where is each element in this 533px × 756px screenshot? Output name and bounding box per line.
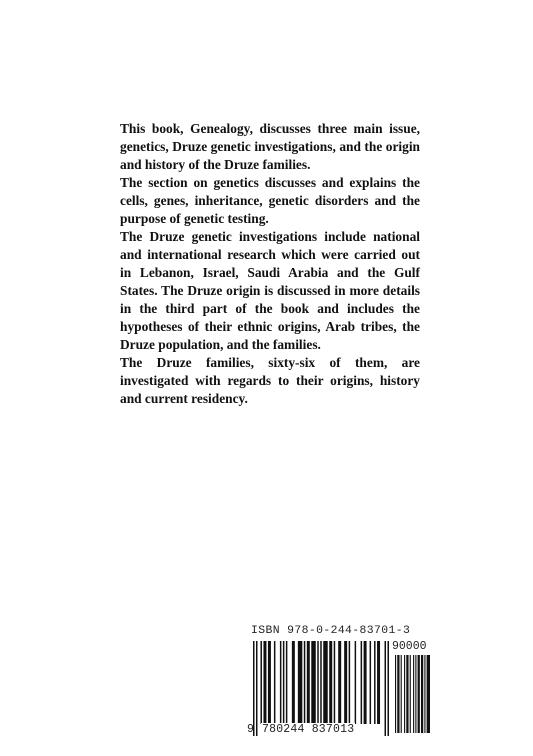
isbn-label: ISBN 978-0-244-83701-3 — [251, 625, 411, 637]
barcode-bar — [410, 655, 411, 733]
barcode-bar — [329, 641, 332, 724]
barcode-bar — [427, 655, 430, 733]
barcode-bar — [395, 655, 396, 733]
barcode-first-digit: 9 — [247, 723, 254, 736]
barcode-addon-bars — [395, 655, 430, 733]
barcode-bar — [364, 641, 367, 724]
barcode-bar — [404, 655, 405, 733]
barcode-bar — [361, 641, 362, 724]
barcode-bar — [274, 641, 275, 724]
blurb-paragraph: The Druze genetic investigations include national and international research which were carried out in Lebanon, Israel, Saudi Arabia and the Gulf States. The Druze origin is discussed in more details in the third part of the book and includes the hypotheses of their ethnic origins, Arab tribes, the Druze population, and the families. — [120, 229, 420, 352]
barcode-bar — [413, 655, 414, 733]
back-cover-blurb — [120, 120, 420, 408]
barcode-bar — [320, 641, 321, 736]
barcode-bar — [397, 655, 399, 733]
barcode-bar — [286, 641, 287, 724]
barcode-bar — [349, 641, 350, 724]
barcode-bar — [377, 641, 380, 724]
barcode-bar — [424, 655, 425, 733]
barcode-bar — [280, 641, 281, 724]
blurb-paragraph: The Druze families, sixty-six of them, are investigated with regards to their origins, history and current residency. — [120, 355, 420, 406]
barcode-bar — [256, 641, 257, 736]
barcode-addon-digits: 90000 — [392, 640, 427, 653]
barcode-bar — [253, 641, 254, 736]
barcode-digit-string: 780244 837013 — [262, 723, 355, 736]
barcode-bar — [317, 641, 318, 736]
barcode-bar — [406, 655, 408, 733]
barcode-bars — [253, 641, 389, 736]
barcode-bar — [304, 641, 305, 724]
barcode-bar — [311, 641, 315, 724]
barcode-bar — [338, 641, 341, 724]
barcode-bar — [355, 641, 356, 724]
barcode-bar — [292, 641, 295, 724]
barcode-bar — [388, 641, 389, 736]
barcode-bar — [323, 641, 327, 724]
barcode-bar — [268, 641, 271, 724]
barcode-bar — [260, 641, 261, 724]
isbn-barcode — [247, 625, 431, 740]
barcode-bar — [370, 641, 371, 724]
barcode-bar — [401, 655, 402, 733]
barcode-bar — [298, 641, 302, 724]
barcode-bar — [418, 655, 420, 733]
barcode-bar — [385, 641, 386, 736]
barcode-bar — [344, 641, 347, 724]
barcode-bar — [334, 641, 335, 724]
barcode-bar — [283, 641, 284, 724]
barcode-bar — [415, 655, 416, 733]
barcode-bar — [307, 641, 310, 724]
barcode-bar — [421, 655, 423, 733]
barcode-bar — [374, 641, 375, 724]
blurb-paragraph: This book, Genealogy, discusses three main issue, genetics, Druze genetic investigations, and the origin and history of the Druze families. — [120, 121, 420, 172]
blurb-paragraph: The section on genetics discusses and explains the cells, genes, inheritance, genetic disorders and the purpose of genetic testing. — [120, 175, 420, 226]
barcode-bar — [263, 641, 266, 724]
